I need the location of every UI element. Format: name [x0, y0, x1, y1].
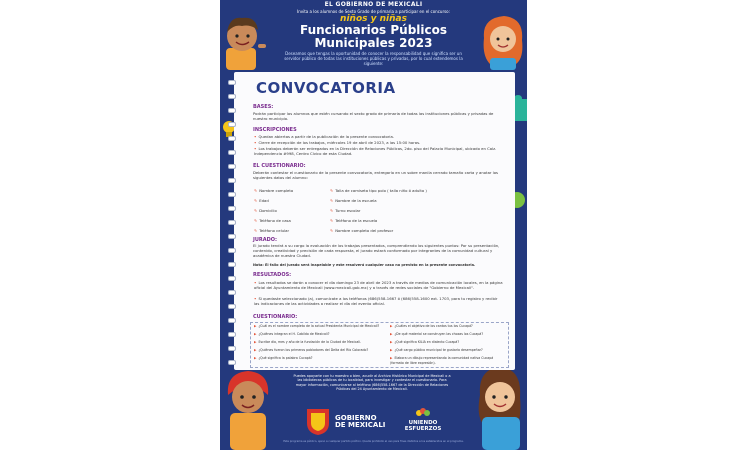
mexicali-seal-icon: [305, 407, 331, 435]
dato-item: ✎ Turno escolar: [330, 208, 361, 213]
dato-item: ✎ Nombre de la escuela: [330, 198, 377, 203]
resultado-item: • Los resultados se darán a conocer el día domingo 23 de abril de 2023 a través de medios de comunicación locales, en la página oficial del Ayuntamiento de Mexicali (www.mexicali.gob.mx) y a través de redes sociales de "Gobierno de Mexicali".: [254, 280, 503, 290]
bases-heading: BASES:: [253, 104, 274, 110]
jurado-text: El jurado tendrá a su cargo la evaluación de los trabajos presentados, comprendiendo los siguientes puntos: Por su presentación, contenido, creatividad y precisión de cada respuesta, el jurado estará conformado por integrantes de la comunidad cultural y académica de nuestra Ciudad.: [253, 243, 500, 258]
inscripcion-item: • Cierre de recepción de los trabajos, miércoles 19 de abril de 2023, a las 15:00 horas.: [254, 140, 421, 145]
question-item: ▶ ¿Cuáles el objetivo de los cantos tus los Cucapá?: [390, 324, 473, 328]
question-item: ▶ ¿Quiénes fueron los primeros pobladores del Delta del Río Colorado?: [254, 348, 369, 352]
government-title: EL GOBIERNO DE MEXICALI: [324, 1, 423, 8]
poster: [220, 0, 527, 450]
dato-item: ✎ Talla de camiseta tipo polo ( talla niño ó adulto ): [330, 188, 427, 193]
question-item: ▶ ¿Qué significa KILIA en dialecto Cucapá?: [390, 340, 460, 344]
dato-item: ✎ Domicilio: [254, 208, 277, 213]
bases-text: Podrán participar los alumnos que estén cursando el sexto grado de primaria de todas las instituciones públicas y privadas de nuestro municipio.: [253, 111, 494, 121]
question-item: ▶ ¿Qué significa la palabra Cucapá?: [254, 356, 313, 360]
question-item: ▶ ¿Cuál es el nombre completo de la actual Presidenta Municipal de Mexicali?: [254, 324, 380, 328]
dato-item: ✎ Teléfono de la escuela: [330, 218, 378, 223]
jurado-note: Nota: El fallo del jurado será inapelable y este resolverá cualquier caso no previsto en la presente convocatoria.: [253, 263, 476, 267]
preguntas-heading: CUESTIONARIO:: [253, 314, 298, 320]
question-item: ▶ ¿De qué material se construyen las chozas los Cucapá?: [390, 332, 484, 336]
dato-item: ✎ Teléfono celular: [254, 228, 290, 233]
title-line2: Municipales 2023: [314, 36, 433, 50]
title-line1: Funcionarios Públicos: [299, 23, 448, 37]
uniendo-esfuerzos-logo: UNIENDO ESFUERZOS: [404, 420, 442, 432]
cuestionario-heading: EL CUESTIONARIO:: [253, 163, 306, 169]
dato-item: ✎ Nombre completo: [254, 188, 294, 193]
question-item: ▶ Elabora un dibujo representando la comunidad nativa Cucapá (formato de libre expresión).: [390, 356, 494, 365]
question-item: ▶ ¿Quiénes integran el H. Cabildo de Mexicali?: [254, 332, 330, 336]
footer-info: Puedes apoyarte con tu maestro o bien, acudir al Archivo Histórico Municipal de Mexicali o a las bibliotecas públicas de tu localidad, para investigar y contestar el cuestionario. Para mayor información, comunicarse al teléfono (686)558-1667 de la Dirección de Relaciones Públicas del 24 Ayuntamiento de Mexicali.: [293, 374, 451, 391]
gobierno-mexicali-logo: GOBIERNO DE MEXICALI: [335, 414, 386, 429]
dato-item: ✎ Nombre completo del profesor: [330, 228, 394, 233]
jurado-heading: JURADO:: [253, 237, 278, 243]
notebook-rings: [226, 80, 236, 365]
convocatoria-heading: CONVOCATORIA: [256, 79, 396, 97]
disclaimer: Este programa es público, ajeno a cualquier partido político. Queda prohibido el uso para fines distintos a los establecidos en el programa.: [283, 440, 464, 443]
invite-text: Invita a los alumnos de Sexto Grado de primaria a participar en el concurso:: [297, 9, 450, 14]
resultado-item: • Si quedaste seleccionado (a), comunícate a los teléfonos (686)558-1667 ó (686)558-1600 ext. 1703, para tu registro y recibir las indicaciones de las actividades a realizar el día del evento oficial.: [254, 296, 498, 306]
inscripcion-item: • Quedan abiertas a partir de la publicación de la presente convocatoria.: [254, 134, 395, 139]
inscripciones-heading: INSCRIPCIONES: [253, 127, 297, 133]
header-description: Deseamos que tengas la oportunidad de conocer la responsabilidad que significa ser un servidor público de todas las instituciones públicas y privadas, por lo cual extendemos la siguiente:: [284, 51, 463, 66]
question-item: ▶ ¿Qué cargo público municipal te gustaría desempeñar?: [390, 348, 483, 352]
inscripcion-item: • Los trabajos deberán ser entregados en la Dirección de Relaciones Públicas, 2do. piso del Palacio Municipal, ubicado en Calz. Independencia #998, Centro Cívico de esta Ciudad.: [254, 146, 497, 156]
logos: [305, 405, 455, 437]
uniendo-esfuerzos-icon: [415, 407, 431, 419]
question-item: ▶ Escribe día, mes y año de la fundación de la Ciudad de Mexicali.: [254, 340, 362, 344]
dato-item: ✎ Teléfono de casa: [254, 218, 291, 223]
dato-item: ✎ Edad: [254, 198, 269, 203]
ninos-subtitle: niños y niñas: [340, 14, 407, 24]
cuestionario-text: Deberán contestar el cuestionario de la presente convocatoria, entregarlo en un sobre manila cerrado tamaño carta y anotar los siguientes datos del alumno:: [253, 170, 499, 180]
resultados-heading: RESULTADOS:: [253, 272, 292, 278]
